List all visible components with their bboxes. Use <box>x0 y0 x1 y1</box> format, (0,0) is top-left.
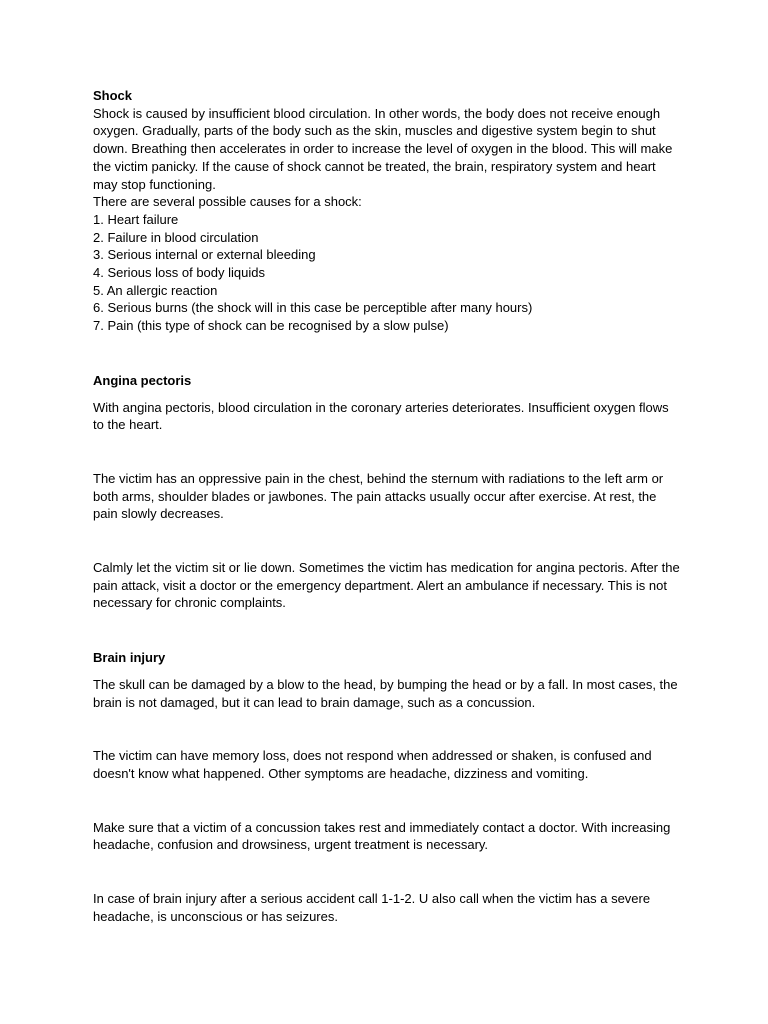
section-angina-pectoris <box>93 372 683 612</box>
brain-paragraph-3: Make sure that a victim of a concussion takes rest and immediately contact a doctor. With increasing headache, confusion and drowsiness, urgent treatment is necessary. <box>93 819 671 853</box>
shock-causes-list <box>93 211 683 335</box>
section-heading-brain: Brain injury <box>93 650 166 666</box>
list-item: 3. Serious internal or external bleeding <box>93 247 316 263</box>
list-item: 6. Serious burns (the shock will in this case be perceptible after many hours) <box>93 300 533 316</box>
list-item: 7. Pain (this type of shock can be recognised by a slow pulse) <box>93 318 449 334</box>
section-heading-angina: Angina pectoris <box>93 372 192 388</box>
list-item: 2. Failure in blood circulation <box>93 229 259 245</box>
brain-paragraph-2: The victim can have memory loss, does not respond when addressed or shaken, is confused and doesn't know what happened. Other symptoms are headache, dizziness and vomiting. <box>93 748 652 781</box>
brain-paragraph-1: The skull can be damaged by a blow to the head, by bumping the head or by a fall. In most cases, the brain is not damaged, but it can lead to brain damage, such as a concussion. <box>93 676 678 710</box>
section-brain-injury <box>93 649 683 925</box>
angina-paragraph-1: With angina pectoris, blood circulation in the coronary arteries deteriorates. Insufficient oxygen flows to the heart. <box>93 399 669 433</box>
section-shock <box>93 87 683 335</box>
list-item: 5. An allergic reaction <box>93 282 218 298</box>
angina-paragraph-3: Calmly let the victim sit or lie down. Sometimes the victim has medication for angina pectoris. After the pain attack, visit a doctor or the emergency department. Alert an ambulance if necessary. This is not necessary for chronic complaints. <box>93 560 680 611</box>
list-item: 1. Heart failure <box>93 211 179 227</box>
shock-intro-paragraph: Shock is caused by insufficient blood circulation. In other words, the body does not receive enough oxygen. Gradually, parts of the body such as the skin, muscles and digestive system begin to shut down. Breathing then accelerates in order to increase the level of oxygen in the blood. This will make the victim panicky. If the cause of shock cannot be treated, the brain, respiratory system and heart may stop functioning. <box>93 105 673 192</box>
brain-paragraph-4: In case of brain injury after a serious accident call 1-1-2. U also call when the victim has a severe headache, is unconscious or has seizures. <box>93 891 651 924</box>
shock-causes-lead: There are several possible causes for a shock: <box>93 194 362 210</box>
list-item: 4. Serious loss of body liquids <box>93 265 265 281</box>
section-heading-shock: Shock <box>93 88 133 103</box>
angina-paragraph-2: The victim has an oppressive pain in the chest, behind the sternum with radiations to the left arm or both arms, shoulder blades or jawbones. The pain attacks usually occur after exercise. At rest, the pain slowly decreases. <box>93 470 664 522</box>
document-page <box>93 87 683 926</box>
